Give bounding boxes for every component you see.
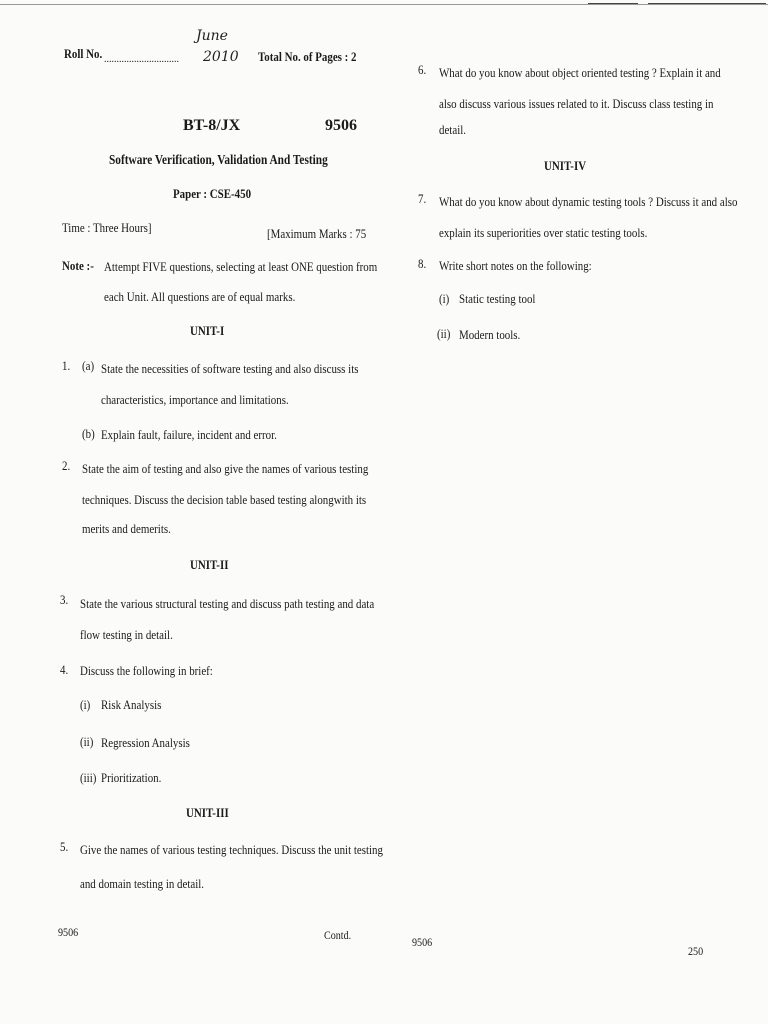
subject-title: Software Verification, Validation And Testing [109,152,328,167]
question-part-label: (a) [82,358,95,373]
footer-paper-code: 9506 [58,925,79,939]
question-text: characteristics, importance and limitations. [101,392,289,407]
question-text: Give the names of various testing techniques. Discuss the unit testing [80,842,383,857]
question-text: merits and demerits. [82,521,171,536]
note-line: Attempt FIVE questions, selecting at least ONE question from [104,259,378,274]
question-text: State the aim of testing and also give the names of various testing [82,461,369,476]
question-part-label: (b) [82,426,95,441]
total-pages: Total No. of Pages : 2 [258,49,357,64]
note-line: each Unit. All questions are of equal marks. [104,289,296,304]
question-text: Write short notes on the following: [439,258,592,273]
question-text: explain its superiorities over static testing tools. [439,225,648,240]
unit-heading: UNIT-II [190,557,229,572]
question-part-label: (ii) [80,734,94,749]
time-allowed: Time : Three Hours] [62,220,152,235]
question-text: Modern tools. [459,327,521,342]
question-text: detail. [439,122,466,137]
question-text: What do you know about dynamic testing tools ? Discuss it and also [439,194,738,209]
question-text: Risk Analysis [101,697,162,712]
question-number: 7. [418,191,427,206]
question-text: Explain fault, failure, incident and error. [101,427,277,442]
question-part-label: (ii) [437,326,451,341]
question-number: 8. [418,256,427,271]
top-edge-line [0,4,768,5]
question-text: Static testing tool [459,291,536,306]
question-text: Discuss the following in brief: [80,663,213,678]
unit-heading: UNIT-IV [544,158,587,173]
roll-no-dots: .............................. [104,54,179,65]
question-text: flow testing in detail. [80,627,173,642]
roll-no-label: Roll No. [64,46,103,61]
question-number: 6. [418,62,427,77]
footer-contd: Contd. [324,928,352,942]
question-part-label: (i) [439,291,450,306]
footer-paper-code: 9506 [412,935,433,949]
question-text: also discuss various issues related to it. Discuss class testing in [439,96,714,111]
handwritten-month: June [196,28,228,44]
question-number: 2. [62,458,71,473]
maximum-marks: [Maximum Marks : 75 [267,226,367,241]
question-number: 5. [60,839,69,854]
question-text: State the necessities of software testing and also discuss its [101,361,359,376]
note-label: Note :- [62,258,94,273]
paper-course-code: Paper : CSE-450 [173,186,252,201]
top-edge-mark [648,3,766,4]
question-text: What do you know about object oriented testing ? Explain it and [439,65,721,80]
unit-heading: UNIT-I [190,323,225,338]
question-number: 4. [60,662,69,677]
question-text: and domain testing in detail. [80,876,205,891]
question-part-label: (iii) [80,770,97,785]
paper-code: BT-8/JX [183,117,241,134]
question-text: Regression Analysis [101,735,190,750]
unit-heading: UNIT-III [186,805,229,820]
question-text: Prioritization. [101,770,162,785]
question-number: 1. [62,358,71,373]
question-text: State the various structural testing and discuss path testing and data [80,596,375,611]
question-text: techniques. Discuss the decision table based testing alongwith its [82,492,367,507]
question-part-label: (i) [80,697,91,712]
question-number: 3. [60,592,69,607]
paper-number: 9506 [325,117,357,134]
handwritten-year: 2010 [203,49,239,65]
footer-print-count: 250 [688,944,704,958]
top-edge-mark [588,3,638,4]
